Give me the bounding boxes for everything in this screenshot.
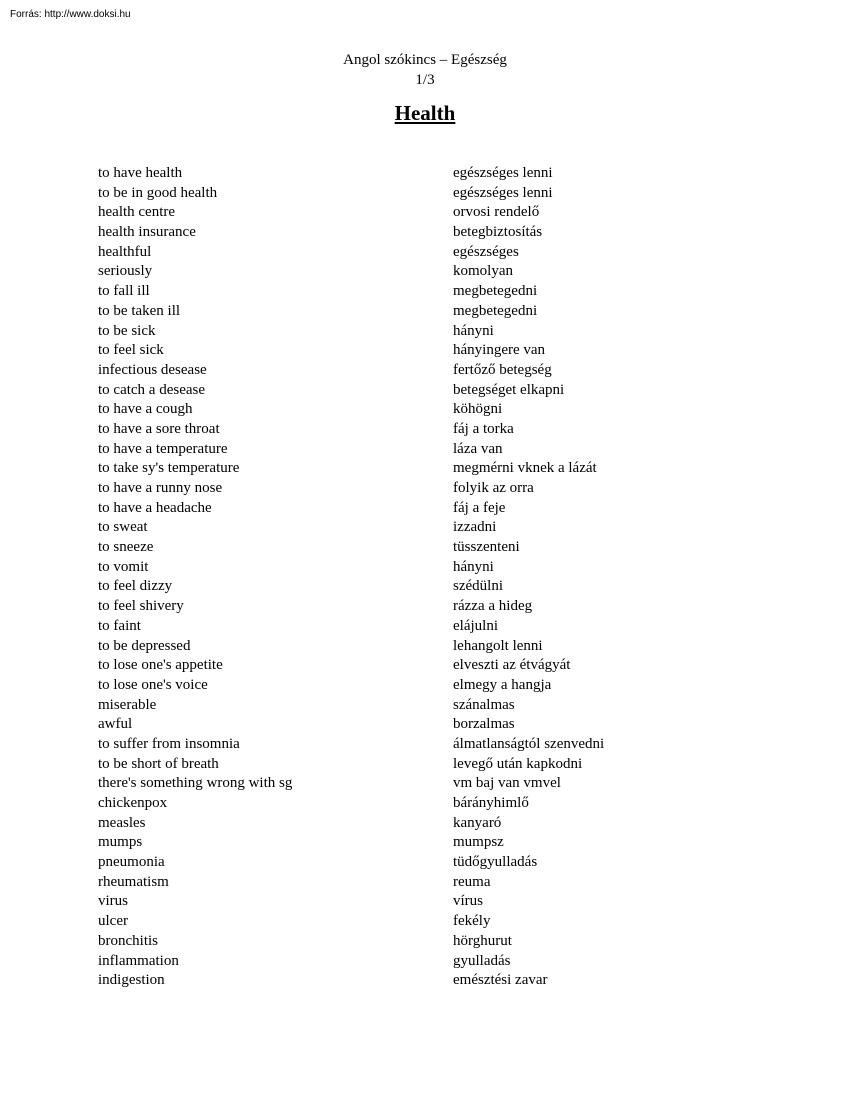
english-term: seriously — [98, 263, 153, 280]
english-term: infectious desease — [98, 361, 207, 378]
vocabulary-row — [98, 538, 753, 558]
vocabulary-row — [98, 459, 753, 479]
english-term: to sweat — [98, 519, 148, 536]
english-term: to have a sore throat — [98, 420, 220, 437]
hungarian-translation: tüsszenteni — [453, 539, 520, 556]
hungarian-translation: kanyaró — [453, 814, 502, 831]
vocabulary-row — [98, 518, 753, 538]
hungarian-translation: hörghurut — [453, 932, 512, 949]
english-term: to have a headache — [98, 499, 212, 516]
hungarian-translation: vm baj van vmvel — [453, 775, 561, 792]
hungarian-translation: izzadni — [453, 519, 497, 536]
english-term: inflammation — [98, 952, 179, 969]
hungarian-translation: rázza a hideg — [453, 598, 533, 615]
english-term: to have a cough — [98, 401, 193, 418]
vocabulary-row — [98, 715, 753, 735]
english-term: to be depressed — [98, 637, 191, 654]
vocabulary-row — [98, 558, 753, 578]
document-subject: Angol szókincs – Egészség — [343, 52, 507, 68]
hungarian-translation: fekély — [453, 913, 491, 930]
hungarian-translation: egészséges lenni — [453, 165, 553, 181]
vocabulary-row — [98, 833, 753, 853]
vocabulary-row — [98, 577, 753, 597]
vocabulary-row — [98, 400, 753, 420]
page-number: 1/3 — [415, 72, 435, 88]
hungarian-translation: komolyan — [453, 263, 513, 280]
vocabulary-row — [98, 932, 753, 952]
vocabulary-row — [98, 774, 753, 794]
english-term: to have health — [98, 165, 183, 181]
hungarian-translation: elmegy a hangja — [453, 676, 552, 693]
english-term: to take sy's temperature — [98, 460, 240, 477]
vocabulary-row — [98, 322, 753, 342]
hungarian-translation: betegséget elkapni — [453, 381, 565, 398]
hungarian-translation: egészséges lenni — [453, 184, 553, 201]
english-term: to sneeze — [98, 539, 154, 556]
vocabulary-row — [98, 164, 753, 184]
english-term: to feel shivery — [98, 598, 184, 615]
english-term: there's something wrong with sg — [98, 775, 293, 792]
hungarian-translation: gyulladás — [453, 952, 511, 969]
vocabulary-row — [98, 617, 753, 637]
vocabulary-row — [98, 479, 753, 499]
english-term: to have a runny nose — [98, 480, 223, 496]
hungarian-translation: elájulni — [453, 617, 498, 634]
vocabulary-row — [98, 597, 753, 617]
hungarian-translation: levegő után kapkodni — [453, 755, 583, 772]
english-term: rheumatism — [98, 873, 169, 890]
vocabulary-row — [98, 696, 753, 716]
english-term: to lose one's voice — [98, 676, 208, 693]
english-term: mumps — [98, 834, 143, 851]
vocabulary-row — [98, 243, 753, 263]
english-term: bronchitis — [98, 932, 158, 949]
english-term: to feel sick — [98, 342, 164, 359]
vocabulary-row — [98, 184, 753, 204]
vocabulary-row — [98, 361, 753, 381]
hungarian-translation: álmatlanságtól szenvedni — [453, 735, 605, 752]
english-term: awful — [98, 716, 133, 733]
vocabulary-row — [98, 302, 753, 322]
vocabulary-row — [98, 892, 753, 912]
english-term: to be sick — [98, 322, 156, 339]
hungarian-translation: reuma — [453, 873, 491, 890]
hungarian-translation: megbetegedni — [453, 283, 538, 300]
vocabulary-row — [98, 420, 753, 440]
vocabulary-row — [98, 341, 753, 361]
hungarian-translation: megbetegedni — [453, 302, 538, 319]
hungarian-translation: elveszti az étvágyát — [453, 657, 571, 674]
english-term: pneumonia — [98, 854, 165, 871]
hungarian-translation: fáj a feje — [453, 499, 506, 516]
english-term: miserable — [98, 696, 157, 713]
english-term: to be taken ill — [98, 302, 181, 319]
hungarian-translation: egészséges — [453, 243, 519, 260]
vocabulary-row — [98, 203, 753, 223]
vocabulary-row — [98, 381, 753, 401]
vocabulary-row — [98, 735, 753, 755]
hungarian-translation: fáj a torka — [453, 420, 514, 437]
english-term: virus — [98, 893, 128, 910]
vocabulary-row — [98, 656, 753, 676]
hungarian-translation: szédülni — [453, 578, 503, 595]
english-term: ulcer — [98, 913, 128, 930]
hungarian-translation: emésztési zavar — [453, 972, 548, 989]
page-title: Health — [394, 101, 456, 125]
english-term: to suffer from insomnia — [98, 735, 240, 752]
english-term: to be in good health — [98, 184, 218, 201]
hungarian-translation: köhögni — [453, 401, 503, 418]
hungarian-translation: hányingere van — [453, 342, 546, 359]
english-term: to catch a desease — [98, 381, 206, 398]
hungarian-translation: borzalmas — [453, 716, 515, 733]
english-term: to have a temperature — [98, 440, 228, 457]
vocabulary-row — [98, 814, 753, 834]
vocabulary-row — [98, 676, 753, 696]
english-term: to vomit — [98, 558, 149, 575]
vocabulary-row — [98, 282, 753, 302]
english-term: indigestion — [98, 972, 165, 989]
vocabulary-row — [98, 637, 753, 657]
english-term: chickenpox — [98, 795, 168, 811]
vocabulary-row — [98, 873, 753, 893]
english-term: healthful — [98, 243, 152, 260]
english-term: to fall ill — [98, 283, 150, 300]
vocabulary-row — [98, 971, 753, 991]
english-term: health centre — [98, 204, 176, 221]
english-term: measles — [98, 814, 146, 831]
hungarian-translation: tüdőgyulladás — [453, 854, 538, 871]
hungarian-translation: orvosi rendelő — [453, 204, 540, 221]
hungarian-translation: mumpsz — [453, 834, 504, 851]
hungarian-translation: lehangolt lenni — [453, 637, 543, 654]
english-term: to be short of breath — [98, 755, 219, 772]
hungarian-translation: fertőző betegség — [453, 361, 552, 378]
vocabulary-row — [98, 223, 753, 243]
english-term: to lose one's appetite — [98, 657, 223, 674]
hungarian-translation: folyik az orra — [453, 480, 534, 496]
vocabulary-row — [98, 794, 753, 814]
vocabulary-row — [98, 262, 753, 282]
vocabulary-row — [98, 499, 753, 519]
hungarian-translation: hányni — [453, 558, 494, 575]
vocabulary-row — [98, 912, 753, 932]
vocabulary-row — [98, 952, 753, 972]
hungarian-translation: megmérni vknek a lázát — [453, 460, 597, 477]
english-term: to faint — [98, 617, 141, 634]
english-term: to feel dizzy — [98, 578, 173, 595]
hungarian-translation: láza van — [453, 440, 503, 457]
hungarian-translation: vírus — [453, 893, 483, 910]
hungarian-translation: hányni — [453, 322, 494, 339]
hungarian-translation: szánalmas — [453, 696, 515, 713]
english-term: health insurance — [98, 224, 196, 241]
hungarian-translation: bárányhimlő — [453, 795, 529, 811]
source-line: Forrás: http://www.doksi.hu — [10, 9, 131, 20]
hungarian-translation: betegbiztosítás — [453, 224, 543, 241]
vocabulary-list — [98, 164, 753, 991]
vocabulary-row — [98, 440, 753, 460]
vocabulary-row — [98, 853, 753, 873]
vocabulary-row — [98, 755, 753, 775]
